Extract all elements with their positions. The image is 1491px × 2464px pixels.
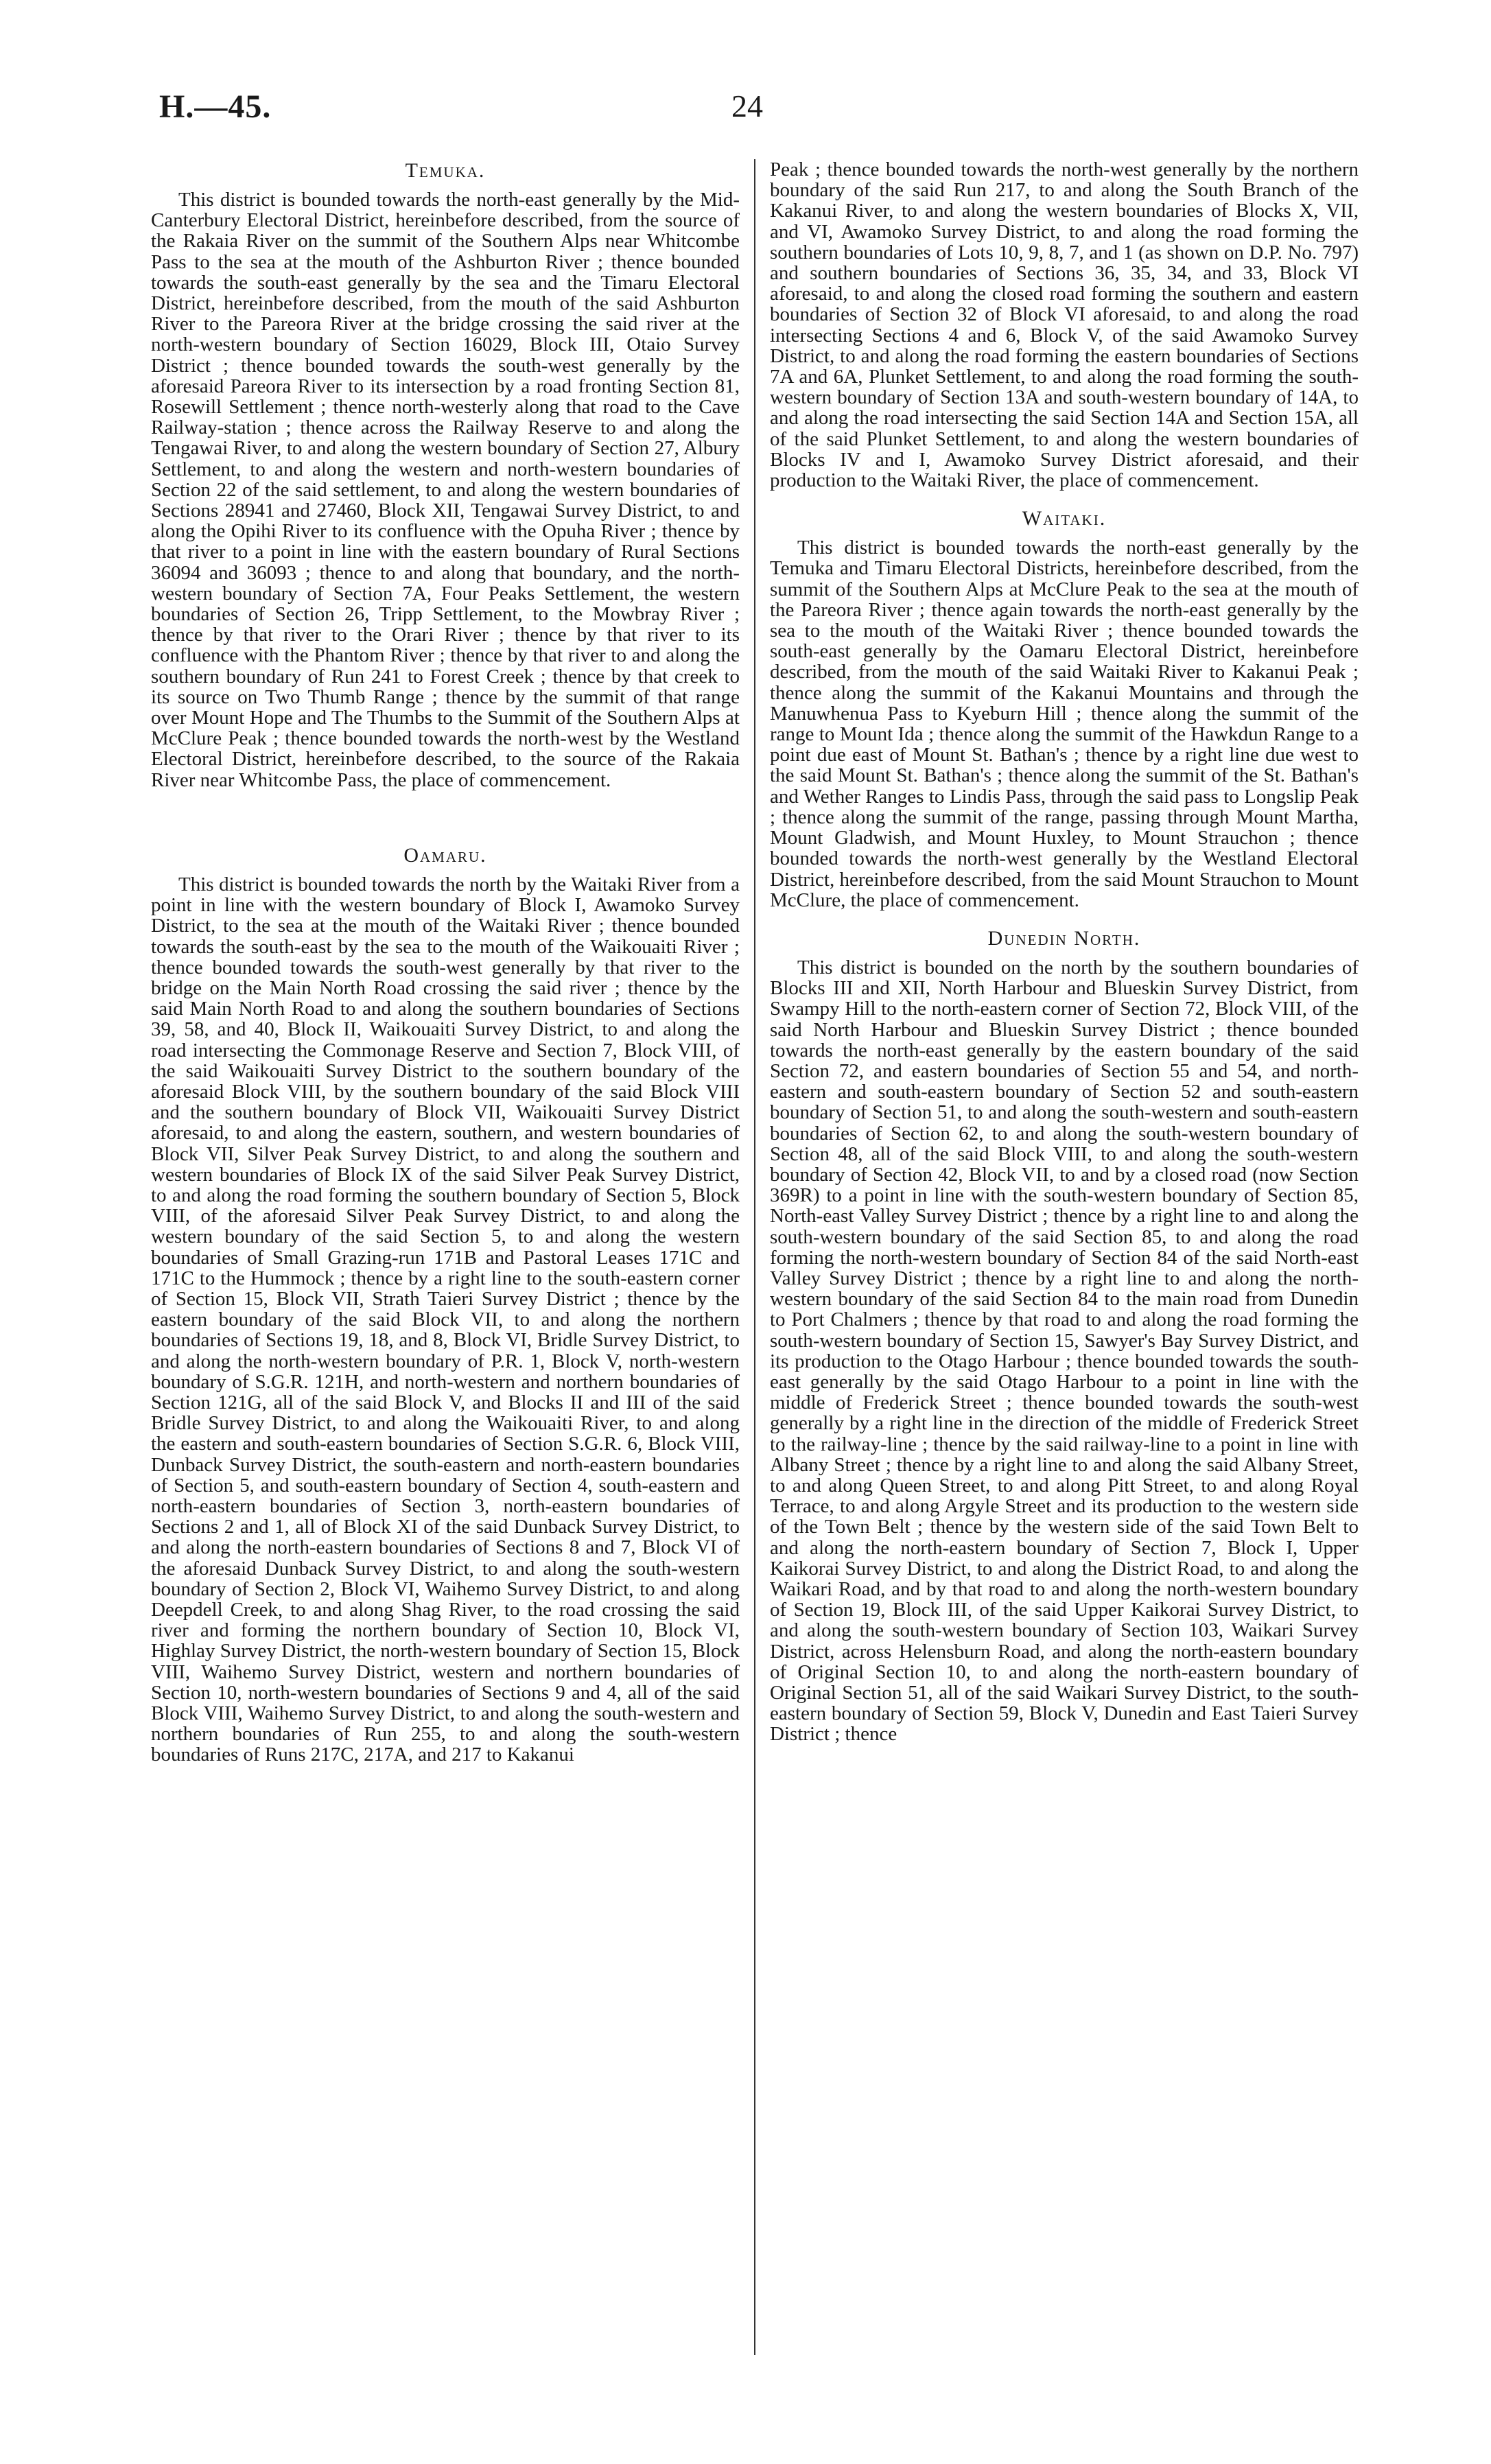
section-body-oamaru: This district is bounded towards the north by the Waitaki River from a point in line with the western boundary of Block I, Awamoko Survey District, to the sea at the mouth of the Waitaki River ; thence bounded towards the south-east by the sea to the mouth of the Waikouaiti River ; thence bounded towards the south-west generally by that river to the bridge on the Main North Road crossing the said river ; thence by the said Main North Road to and along the southern boundaries of Sections 39, 58, and 40, Block II, Waikouaiti Survey District, to and along the road intersecting the Commonage Reserve and Section 7, Block VIII, of the said Waikouaiti Survey District to the southern boundary of the aforesaid Block VIII, by the southern boundary of the said Block VIII and the southern boundary of Block VII, Waikouaiti Survey District aforesaid, to and along the eastern, southern, and western boundaries of Block VII, Silver Peak Survey District, to and along the southern and western boundaries of Block IX of the said Silver Peak Survey District, to and along the road forming the southern boundary of Section 5, Block VIII, of the aforesaid Silver Peak Survey District, to and along the western boundary of the said Section 5, to and along the western boundaries of Small Grazing-run 171B and Pastoral Leases 171C and 171C to the Hummock ; thence by a right line to the south-eastern corner of Section 15, Block VII, Strath Taieri Survey District ; thence by the eastern boundary of the said Block VII, to and along the northern boundaries of Sections 19, 18, and 8, Block VI, Bridle Survey District, to and along the north-western boundary of P.R. 1, Block V, north-western boundary of S.G.R. 121H, and north-western and northern boundaries of Section 121G, all of the said Block V, and Blocks II and III of the said Bridle Survey District, to and along the Waikouaiti River, to and along the eastern and south-eastern boundaries of Section S.G.R. 6, Block VIII, Dunback Survey District, the south-eastern and north-eastern boundaries of Section 5, and south-eastern boundary of Section 4, south-eastern and north-eastern boundaries of Section 3, north-eastern boundaries of Sections 2 and 1, all of Block XI of the said Dunback Survey District, to and along the north-eastern boundaries of Sections 8 and 7, Block VI of the aforesaid Dunback Survey District, to and along the south-western boundary of Section 2, Block VI, Waihemo Survey District, to and along Deepdell Creek, to and along Shag River, to the road crossing the said river and forming the northern boundary of Section 10, Block VI, Highlay Survey District, the north-western boundary of Section 15, Block VIII, Waihemo Survey District, western and northern boundaries of Section 10, north-western boundaries of Sections 9 and 4, all of the said Block VIII, Waihemo Survey District, to and along the south-western and northern boundaries of Run 255, to and along the south-western boundaries of Runs 217C, 217A, and 217 to Kakanui (151, 873, 740, 1766)
section-heading-oamaru: Oamaru. (403, 843, 487, 867)
document-code: H.—45. (159, 89, 272, 125)
section-body-waitaki: This district is bounded towards the north-east generally by the Temuka and Timaru Electoral Districts, hereinbefore described, from the summit of the Southern Alps at McClure Peak to the sea at the mouth of the Pareora River ; thence again towards the north-east generally by the sea to the mouth of the Waitaki River ; thence bounded towards the south-east generally by the Oamaru Electoral District, hereinbefore described, from the mouth of the said Waitaki River to Kakanui Peak ; thence along the summit of the Kakanui Mountains and through the Manuwhenua Pass to Kyeburn Hill ; thence along the summit of the range to Mount Ida ; thence along the summit of the Hawkdun Range to a point due east of Mount St. Bathan's ; thence by a right line due west to the said Mount St. Bathan's ; thence along the summit of the St. Bathan's and Wether Ranges to Lindis Pass, through the said pass to Longslip Peak ; thence along the summit of the range, passing through Mount Martha, Mount Gladwish, and Mount Huxley, to Mount Strauchon ; thence bounded towards the north-west generally by the Westland Electoral District, hereinbefore described, from the said Mount Strauchon to Mount McClure, the place of commencement. (770, 537, 1359, 911)
left-column (151, 159, 740, 1765)
section-body-oamaru-continued: Peak ; thence bounded towards the north-west generally by the northern boundary of the said Run 217, to and along the South Branch of the Kakanui River, to and along the western boundaries of Blocks X, VII, and VI, Awamoko Survey District, to and along the road forming the southern boundaries of Lots 10, 9, 8, 7, and 1 (as shown on D.P. No. 797) and southern boundaries of Sections 36, 35, 34, and 33, Block VI aforesaid, to and along the closed road forming the southern and eastern boundaries of Section 32 of Block VI aforesaid, to and along the road intersecting Sections 4 and 6, Block V, of the said Awamoko Survey District, to and along the road forming the eastern boundaries of Sections 7A and 6A, Plunket Settlement, to and along the road forming the south-western boundary of Section 13A and south-western boundary of 14A, to and along the road intersecting the said Section 14A and Section 15A, all of the said Plunket Settlement, to and along the western boundaries of Blocks IV and I, Awamoko Survey District aforesaid, and their production to the Waitaki River, the place of commencement. (770, 159, 1359, 492)
page-number: 24 (731, 89, 763, 124)
section-heading-waitaki: Waitaki. (1022, 507, 1107, 530)
section-spacer (770, 491, 1359, 507)
column-divider (754, 159, 755, 2355)
section-spacer (770, 911, 1359, 927)
section-heading-temuka: Temuka. (405, 159, 486, 182)
section-spacer (151, 790, 740, 844)
section-body-temuka: This district is bounded towards the north-east generally by the Mid-Canterbury Electoral District, hereinbefore described, from the source of the Rakaia River on the summit of the Southern Alps near Whitcombe Pass to the sea at the mouth of the Ashburton River ; thence bounded towards the south-east generally by the sea and the Timaru Electoral District, hereinbefore described, from the mouth of the said Ashburton River to the Pareora River at the bridge crossing the said river at the north-western boundary of Section 16029, Block III, Otaio Survey District ; thence bounded towards the south-west generally by the aforesaid Pareora River to its intersection by a road fronting Section 81, Rosewill Settlement ; thence north-westerly along that road to the Cave Railway-station ; thence across the Railway Reserve to and along the Tengawai River, to and along the western boundary of Section 27, Albury Settlement, to and along the western and north-western boundaries of Section 22 of the said settlement, to and along the western boundaries of Sections 28941 and 27460, Block XII, Tengawai Survey District, to and along the Opihi River to its confluence with the Opuha River ; thence by that river to a point in line with the eastern boundary of Rural Sections 36094 and 36093 ; thence to and along that boundary, and the north-western boundary of Section 7A, Four Peaks Settlement, the western boundaries of Section 26, Tripp Settlement, to the Mowbray River ; thence by that river to the Orari River ; thence by that river to its confluence with the Phantom River ; thence by that river to and along the southern boundary of Run 241 to Forest Creek ; thence by that creek to its source on Two Thumb Range ; thence by the summit of that range over Mount Hope and The Thumbs to the Summit of the Southern Alps at McClure Peak ; thence bounded towards the north-west by the Westland Electoral District, hereinbefore described, to the source of the Rakaia River near Whitcombe Pass, the place of commencement. (151, 189, 740, 791)
section-body-dunedin-north: This district is bounded on the north by the southern boundaries of Blocks III and XII, North Harbour and Blueskin Survey District, from Swampy Hill to the north-eastern corner of Section 72, Block VIII, of the said North Harbour and Blueskin Survey District ; thence bounded towards the north-east generally by the eastern boundary of the said Section 72, and eastern boundaries of Section 55 and 54, and north-eastern and south-eastern boundary of Section 52 and south-eastern boundary of Section 51, to and along the south-western and south-eastern boundaries of Section 62, to and along the south-western boundary of Section 48, all of the said Block VIII, to and along the south-western boundary of Section 42, Block VII, to and by a closed road (now Section 369R) to a point in line with the south-western boundary of Section 85, North-east Valley Survey District ; thence by a right line to and along the south-western boundary of the said Section 85, to and along the road forming the north-western boundary of Section 84 of the said North-east Valley Survey District ; thence by a right line to and along the north-western boundary of the said Section 84 to the main road from Dunedin to Port Chalmers ; thence by that road to and along the road forming the south-western boundary of Section 15, Sawyer's Bay Survey District, and its production to the Otago Harbour ; thence bounded towards the south-east generally by the said Otago Harbour to a point in line with the middle of Frederick Street ; thence bounded towards the south-west generally by a right line in the direction of the middle of Frederick Street to the railway-line ; thence by the said railway-line to a point in line with Albany Street ; thence by a right line to and along the said Albany Street, to and along Queen Street, to and along Pitt Street, to and along Royal Terrace, to and along Argyle Street and its production to the western side of the Town Belt ; thence by the western side of the said Town Belt to and along the north-eastern boundary of Section 7, Block I, Upper Kaikorai Survey District, to and along the District Road, to and along the Waikari Road, and by that road to and along the north-western boundary of Section 19, Block III, of the said Upper Kaikorai Survey District, to and along the south-western boundary of Section 103, Waikari Survey District, across Helensburn Road, and along the north-eastern boundary of Original Section 10, to and along the north-eastern boundary of Original Section 51, all of the said Waikari Survey District, to the south-eastern boundary of Section 59, Block V, Dunedin and East Taieri Survey District ; thence (770, 956, 1359, 1746)
right-column (770, 159, 1359, 1745)
section-heading-dunedin-north: Dunedin North. (987, 926, 1141, 950)
